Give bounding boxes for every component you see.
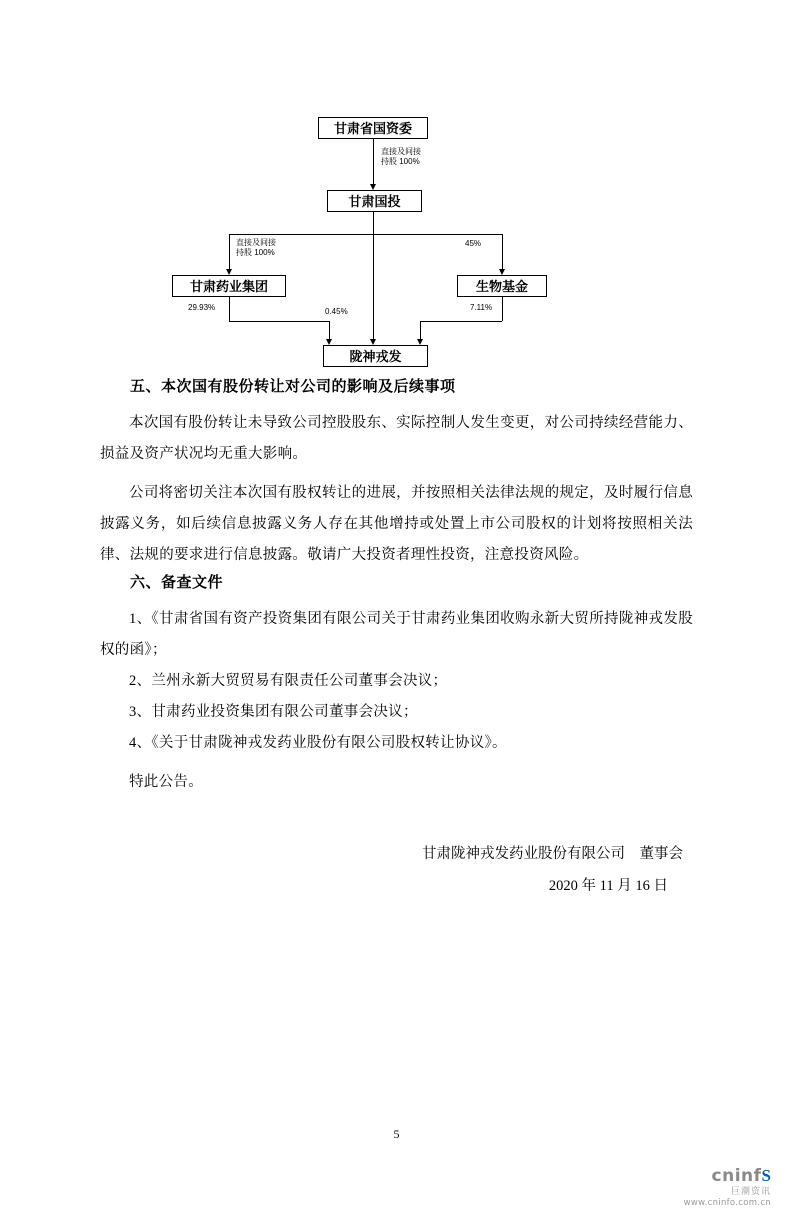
diagram-node-sasac: 甘肃省国资委 — [318, 117, 428, 139]
section-six-item-4: 4、《关于甘肃陇神戎发药业股份有限公司股权转让协议》。 — [129, 735, 507, 751]
diagram-arrow-biofund — [499, 269, 505, 275]
page-number: 5 — [393, 1127, 400, 1141]
section-six-item-2: 2、兰州永新大贸贸易有限责任公司董事会决议； — [129, 673, 448, 689]
diagram-label-edge-2: 直接及间接 持股 100% — [236, 238, 276, 257]
diagram-arrow-pharma — [226, 269, 232, 275]
diagram-node-pharma: 甘肃药业集团 — [172, 275, 286, 297]
diagram-line-guotou-down — [373, 212, 374, 234]
diagram-arrow-guotou — [370, 184, 376, 190]
diagram-line-pharma-across — [229, 321, 329, 322]
diagram-label-edge-4: 29.93% — [188, 303, 216, 312]
cninfo-logo — [684, 1165, 771, 1209]
cninfo-wordmark: cninf — [711, 1165, 762, 1186]
section-six-item-3: 3、甘肃药业投资集团有限公司董事会决议； — [129, 704, 418, 720]
signature-date: 2020 年 11 月 16 日 — [548, 878, 668, 894]
cninfo-chinese-name: 巨潮资讯 — [730, 1187, 771, 1198]
diagram-arrow-listco-center — [370, 339, 376, 345]
ownership-structure-diagram — [100, 105, 693, 375]
diagram-node-biofund: 生物基金 — [457, 275, 547, 297]
section-six-closing: 特此公告。 — [129, 774, 203, 790]
diagram-label-edge-6: 7.11% — [470, 303, 493, 312]
diagram-line-pharma-listco — [329, 321, 330, 339]
diagram-line-to-biofund — [502, 234, 503, 269]
diagram-line-biofund-across — [420, 321, 502, 322]
diagram-node-listco: 陇神戎发 — [323, 345, 428, 367]
diagram-line-sasac-guotou — [373, 139, 374, 184]
cninfo-logo-mark-icon: S — [761, 1165, 771, 1185]
diagram-line-biofund-down — [502, 297, 503, 321]
section-heading-six: 六、备查文件 — [130, 575, 224, 591]
section-heading-five: 五、本次国有股份转让对公司的影响及后续事项 — [130, 379, 456, 395]
cninfo-url: www.cninfo.com.cn — [683, 1198, 771, 1209]
diagram-arrow-listco-left — [326, 339, 332, 345]
diagram-label-edge-5: 0.45% — [325, 307, 348, 316]
diagram-label-edge-3: 45% — [465, 239, 482, 248]
diagram-line-biofund-listco — [420, 321, 421, 339]
diagram-line-to-pharma — [229, 234, 230, 269]
section-five-paragraph-2: 公司将密切关注本次国有股权转让的进展，并按照相关法律法规的规定，及时履行信息披露义务，如后续信息披露义务人存在其他增持或处置上市公司股权的计划将按照相关法律、法规的要求进行信息披露。敬请广大投资者理性投资，注意投资风险。 — [100, 485, 693, 563]
document-page — [0, 105, 793, 1227]
diagram-arrow-listco-right — [417, 339, 423, 345]
signature-company: 甘肃陇神戎发药业股份有限公司 董事会 — [422, 846, 683, 862]
section-six-item-1: 1、《甘肃省国有资产投资集团有限公司关于甘肃药业集团收购永新大贸所持陇神戎发股权的函》； — [100, 611, 693, 658]
diagram-label-edge-1: 直接及间接 持股 100% — [381, 147, 421, 166]
diagram-line-pharma-down — [229, 297, 230, 321]
diagram-bus-horizontal — [229, 234, 502, 235]
diagram-line-guotou-listco — [373, 234, 374, 339]
diagram-node-guotou: 甘肃国投 — [327, 190, 422, 212]
section-five-paragraph-1: 本次国有股份转让未导致公司控股股东、实际控制人发生变更，对公司持续经营能力、损益及资产状况均无重大影响。 — [100, 415, 693, 462]
